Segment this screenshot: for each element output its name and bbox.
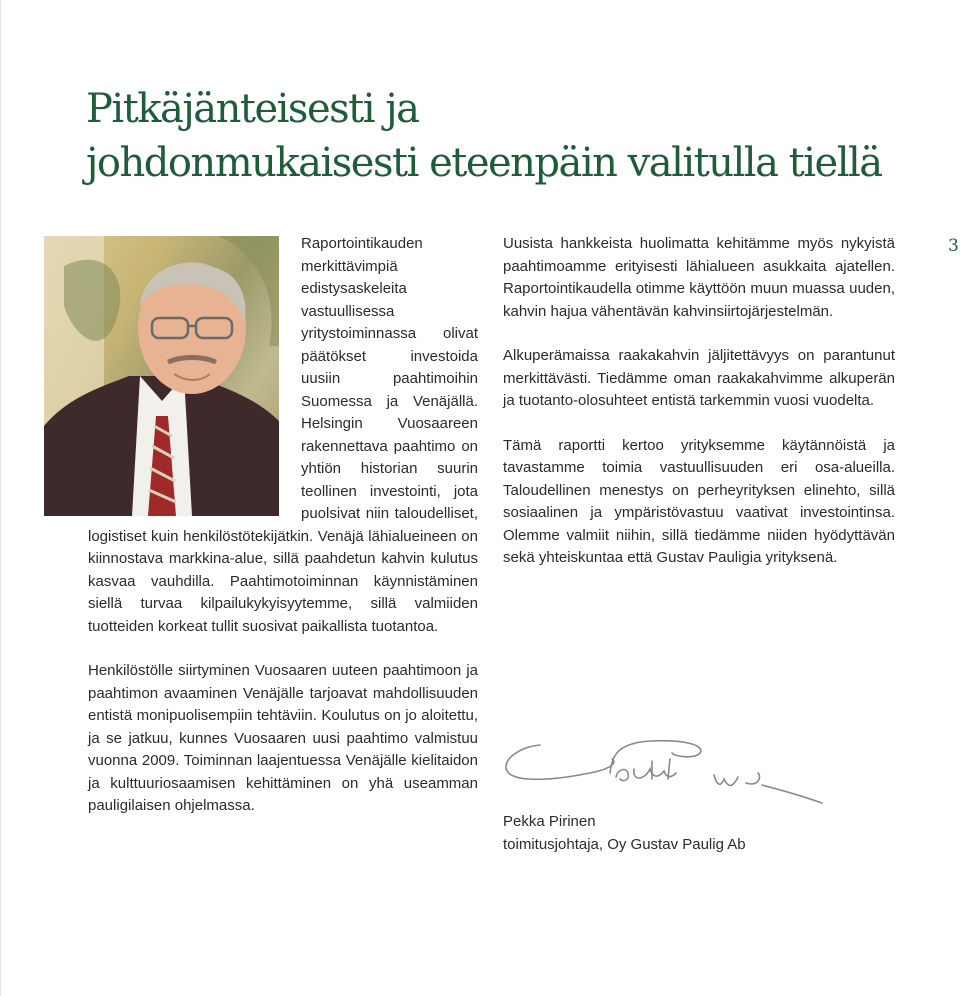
page-number: 3 <box>948 236 959 256</box>
left-paragraph-1: Raportointikauden merkittävimpiä edistysaskeleita vastuullisessa yritystoiminnassa olivat päätökset investoida uusiin paahtimoihin Suomessa ja Venäjällä. Helsingin Vuosaareen rakennettava paahtimo on yhtiön historian suurin teollinen investointi, jota puolsivat niin taloudelliset, logistiset kuin henkilöstötekijätkin. Venäjä lähialueineen on kiinnostava markkina-alue, sillä paahdetun kahvin kulutus kasvaa vauhdilla. Paahtimotoiminnan käynnistäminen siellä turvaa kilpailukykyisyytemme, sillä valmiiden tuotteiden korkeat tullit suosivat paikallista tuotantoa. <box>88 235 478 635</box>
page-edge <box>0 0 1 996</box>
page-title-line-2: johdonmukaisesti eteenpäin valitulla tiellä <box>86 140 882 186</box>
page-title <box>86 82 926 190</box>
left-paragraph-2: Henkilöstölle siirtyminen Vuosaaren uuteen paahtimoon ja paahtimon avaaminen Venäjälle tarjoavat mahdollisuuden entistä monipuolisempiin tehtäviin. Koulutus on jo aloitettu, ja se jatkuu, kunnes Vuosaaren uusi paahtimo valmistuu vuonna 2009. Toiminnan laajentuessa Venäjälle kielitaidon ja kulttuuriosaamisen kehittäminen on yhä useamman pauligilaisen ohjelmassa. <box>88 662 478 814</box>
right-paragraph-1: Uusista hankkeista huolimatta kehitämme myös nykyistä paahtimoamme erityisesti lähialueen asukkaita ajatellen. Raportointikaudella otimme käyttöön muun muassa uuden, kahvin hajua vähentävän kahvinsiirtojärjestelmän. <box>503 235 895 320</box>
portrait-photo-icon <box>44 236 279 516</box>
handwritten-signature-icon <box>500 733 830 813</box>
right-column <box>503 233 895 570</box>
page-title-line-1: Pitkäjänteisesti ja <box>86 86 419 132</box>
right-paragraph-3: Tämä raportti kertoo yrityksemme käytännöistä ja tavastamme toimia vastuullisuuden eri osa-alueilla. Taloudellinen menestys on perheyrityksen elinehto, sillä sosiaalinen ja ympäristövastuu vaativat investointinsa. Olemme valmiit niihin, sillä tiedämme niiden hyödyttävän sekä yhteiskuntaa että Gustav Pauligia yrityksenä. <box>503 436 895 566</box>
left-column <box>88 233 478 818</box>
signer-name: Pekka Pirinen <box>503 813 596 830</box>
right-paragraph-2: Alkuperämaissa raakakahvin jäljitettävyys on parantunut merkittävästi. Tiedämme oman raakakahvimme alkuperän ja tuotanto-olosuhteet entistä tarkemmin vuosi vuodelta. <box>503 347 895 409</box>
signer-role: toimitusjohtaja, Oy Gustav Paulig Ab <box>503 835 746 853</box>
portrait-illustration <box>44 236 279 516</box>
signer-block <box>503 811 746 856</box>
